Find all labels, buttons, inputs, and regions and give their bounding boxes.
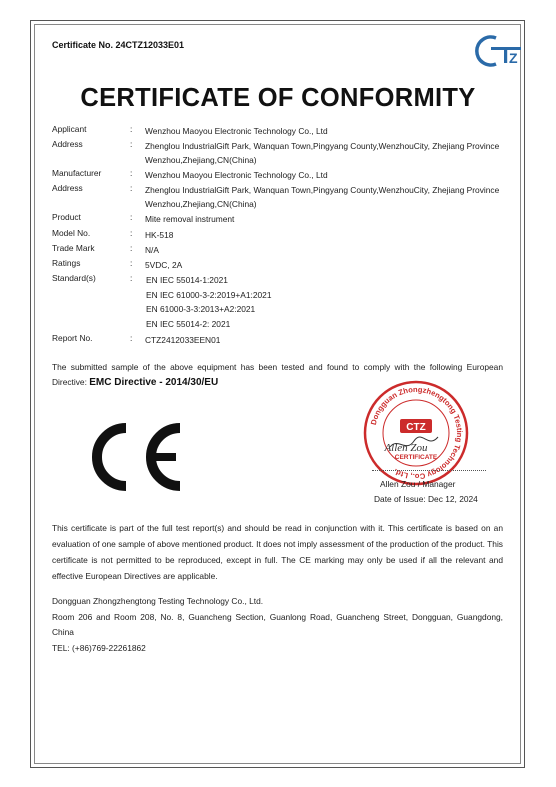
compliance-text: The submitted sample of the above equipment has been tested and found to comply with the following European Directive: bbox=[52, 362, 503, 387]
applicant-value: Wenzhou Maoyou Electronic Technology Co., Ltd bbox=[145, 126, 328, 136]
manufacturer-address-value: Zhenglou IndustrialGift Park, Wanquan Town,Pingyang County,WenzhouCity, Zhejiang Province Wenzhou,Zhejiang,CN(China) bbox=[145, 184, 500, 209]
date-of-issue: Date of Issue: Dec 12, 2024 bbox=[374, 494, 478, 504]
colon: : bbox=[130, 273, 133, 283]
product-label: Product bbox=[52, 212, 81, 222]
colon: : bbox=[130, 228, 133, 238]
manufacturer-value: Wenzhou Maoyou Electronic Technology Co., Ltd bbox=[145, 170, 328, 180]
certificate-title: CERTIFICATE OF CONFORMITY bbox=[80, 84, 476, 112]
ce-mark-icon bbox=[82, 420, 186, 494]
certificate-number: Certificate No. 24CTZ12033E01 bbox=[52, 40, 185, 50]
standards-list bbox=[145, 273, 511, 331]
signature-text: Allen Zou bbox=[384, 442, 428, 454]
trade-mark-value: N/A bbox=[145, 245, 159, 255]
manufacturer-address-label: Address bbox=[52, 182, 83, 193]
colon: : bbox=[130, 124, 133, 134]
signature-line bbox=[372, 470, 486, 471]
colon: : bbox=[130, 243, 133, 253]
ratings-value: 5VDC, 2A bbox=[145, 260, 183, 270]
applicant-address-value: Zhenglou IndustrialGift Park, Wanquan Town,Pingyang County,WenzhouCity, Zhejiang Province Wenzhou,Zhejiang,CN(China) bbox=[145, 140, 500, 165]
colon: : bbox=[130, 138, 133, 149]
certificate-notice: This certificate is part of the full test report(s) and should be read in conjunction with it. This certificate is based on an evaluation of one sample of above mentioned product. It does not imply assessment of the production of the product. This certificate is not permitted to be reproduced, except in full. The CE marking may only be used if all the relevant and effective European Directives are applicable. bbox=[52, 523, 503, 581]
standard-item: EN IEC 61000-3-2:2019+A1:2021 bbox=[146, 289, 272, 300]
colon: : bbox=[130, 333, 133, 343]
lab-name: Dongguan Zhongzhengtong Testing Technology Co., Ltd. bbox=[52, 596, 264, 606]
directive-name: EMC Directive - 2014/30/EU bbox=[89, 377, 219, 388]
seal-bottom-text: CERTIFICATE bbox=[394, 454, 438, 461]
seal-ring-text: Dongguan Zhongzhengtong Testing Technology Co., Ltd. bbox=[368, 384, 465, 482]
product-value: Mite removal instrument bbox=[145, 214, 235, 224]
colon: : bbox=[130, 182, 133, 193]
model-label: Model No. bbox=[52, 228, 91, 238]
standards-label: Standard(s) bbox=[52, 273, 96, 283]
manufacturer-label: Manufacturer bbox=[52, 168, 102, 178]
standard-item: EN 61000-3-3:2013+A2:2021 bbox=[146, 304, 256, 314]
trade-mark-label: Trade Mark bbox=[52, 243, 95, 253]
seal-badge-text: CTZ bbox=[406, 422, 426, 433]
colon: : bbox=[130, 258, 133, 268]
standard-item: EN IEC 55014-2: 2021 bbox=[146, 318, 231, 329]
colon: : bbox=[130, 212, 133, 222]
report-label: Report No. bbox=[52, 333, 93, 343]
applicant-address-label: Address bbox=[52, 138, 83, 149]
standard-item: EN IEC 55014-1:2021 bbox=[146, 275, 228, 285]
signatory: Allen Zou / Manager bbox=[380, 479, 456, 489]
model-value: HK-518 bbox=[145, 230, 174, 240]
lab-address: Room 206 and Room 208, No. 8, Guancheng Section, Guanlong Road, Guancheng Street, Dongguan, Guangdong, China bbox=[52, 611, 503, 637]
lab-phone: TEL: (+86)769-22261862 bbox=[52, 642, 146, 653]
applicant-label: Applicant bbox=[52, 124, 87, 134]
lab-info bbox=[52, 594, 503, 656]
ctz-logo-icon bbox=[474, 34, 526, 68]
colon: : bbox=[130, 168, 133, 178]
ratings-label: Ratings bbox=[52, 258, 81, 268]
svg-text:Z: Z bbox=[509, 50, 518, 66]
report-value: CTZ2412033EEN01 bbox=[145, 335, 221, 345]
